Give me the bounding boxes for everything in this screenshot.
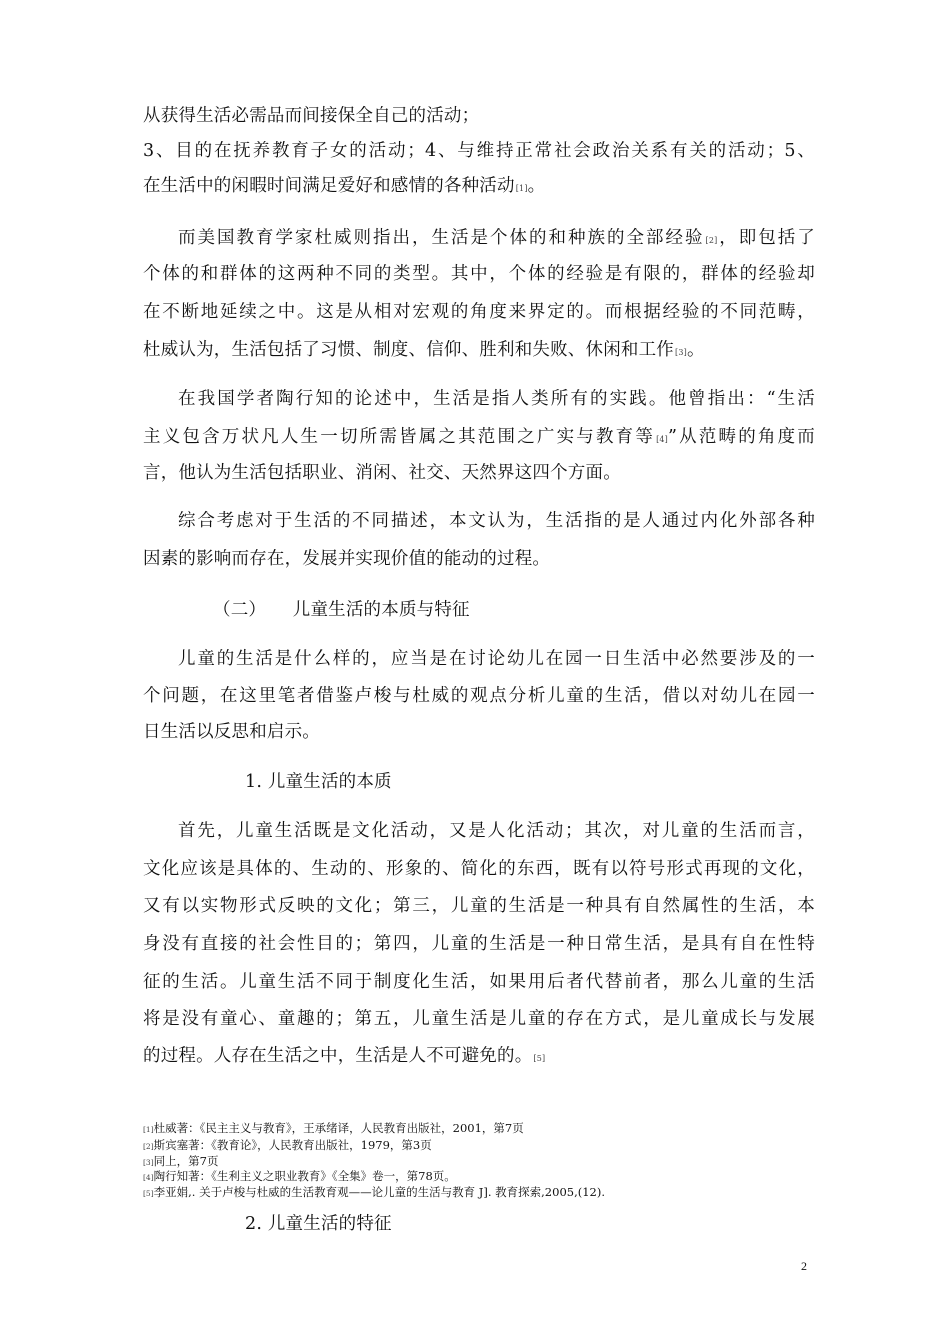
body-line: 首先，儿童生活既是文化活动，又是人化活动；其次，对儿童的生活而言， (178, 821, 815, 841)
body-line: 将是没有童心、童趣的；第五，儿童生活是儿童的存在方式，是儿童成长与发展 (143, 1009, 815, 1029)
body-line: 在我国学者陶行知的论述中，生活是指人类所有的实践。他曾指出：“生活 (178, 389, 815, 409)
footnote: [1]杜威著：《民主主义与教育》，王承绪译，人民教育出版社，2001，第7页 (143, 1121, 524, 1135)
body-line: 的过程。人存在生活之中，生活是人不可避免的。[5] (143, 1046, 546, 1066)
footnote: [2]斯宾塞著：《教育论》，人民教育出版社，1979，第3页 (143, 1138, 432, 1152)
footnote: [4]陶行知著：《生利主义之职业教育》《全集》卷一，第78页。 (143, 1169, 456, 1183)
citation-marker: [3] (675, 348, 687, 357)
body-line: 个问题，在这里笔者借鉴卢梭与杜威的观点分析儿童的生活，借以对幼儿在园一 (143, 686, 815, 706)
body-line: 儿童的生活是什么样的，应当是在讨论幼儿在园一日生活中必然要涉及的一 (178, 649, 815, 669)
body-line: 在不断地延续之中。这是从相对宏观的角度来界定的。而根据经验的不同范畴， (143, 302, 815, 322)
body-line: 日生活以反思和启示。 (143, 722, 320, 742)
citation-marker: [5] (533, 1054, 546, 1063)
subsection-heading: 2. 儿童生活的特征 (245, 1214, 392, 1234)
page-number: 2 (801, 1259, 807, 1273)
citation-marker: [4] (656, 435, 668, 444)
footnote: [3]同上，第7页 (143, 1154, 219, 1168)
body-line: 杜威认为，生活包括了习惯、制度、信仰、胜利和失败、休闲和工作[3]。 (143, 340, 705, 360)
body-line: 综合考虑对于生活的不同描述，本文认为，生活指的是人通过内化外部各种 (178, 511, 815, 531)
body-line: 主义包含万状凡人生一切所需皆属之其范围之广实与教育等[4]”从范畴的角度而 (143, 427, 816, 447)
citation-marker: [1] (515, 184, 528, 193)
section-heading: （二） 儿童生活的本质与特征 (213, 600, 470, 620)
subsection-heading: 1. 儿童生活的本质 (245, 772, 392, 792)
body-line: 身没有直接的社会性目的；第四，儿童的生活是一种日常生活，是具有自在性特 (143, 934, 815, 954)
body-line: 言，他认为生活包括职业、消闲、社交、天然界这四个方面。 (143, 463, 621, 483)
body-line: 征的生活。儿童生活不同于制度化生活，如果用后者代替前者，那么儿童的生活 (143, 972, 815, 992)
footnote: [5]李亚娟,. 关于卢梭与杜威的生活教育观——论儿童的生活与教育 J]. 教育探索,2005,(12). (143, 1185, 605, 1199)
body-line: 3、目的在抚养教育子女的活动；4、与维持正常社会政治关系有关的活动；5、 (143, 141, 815, 161)
body-line: 在生活中的闲暇时间满足爱好和感情的各种活动[1]。 (143, 176, 546, 196)
body-line: 又有以实物形式反映的文化；第三，儿童的生活是一种具有自然属性的生活，本 (143, 896, 815, 916)
body-line: 从获得生活必需品而间接保全自己的活动； (143, 106, 480, 126)
body-line: 文化应该是具体的、生动的、形象的、简化的东西，既有以符号形式再现的文化， (143, 859, 815, 879)
citation-marker: [2] (705, 236, 718, 245)
body-line: 而美国教育学家杜威则指出，生活是个体的和种族的全部经验[2]，即包括了 (178, 228, 815, 248)
body-line: 因素的影响而存在，发展并实现价值的能动的过程。 (143, 549, 551, 569)
body-line: 个体的和群体的这两种不同的类型。其中，个体的经验是有限的，群体的经验却 (143, 264, 815, 284)
